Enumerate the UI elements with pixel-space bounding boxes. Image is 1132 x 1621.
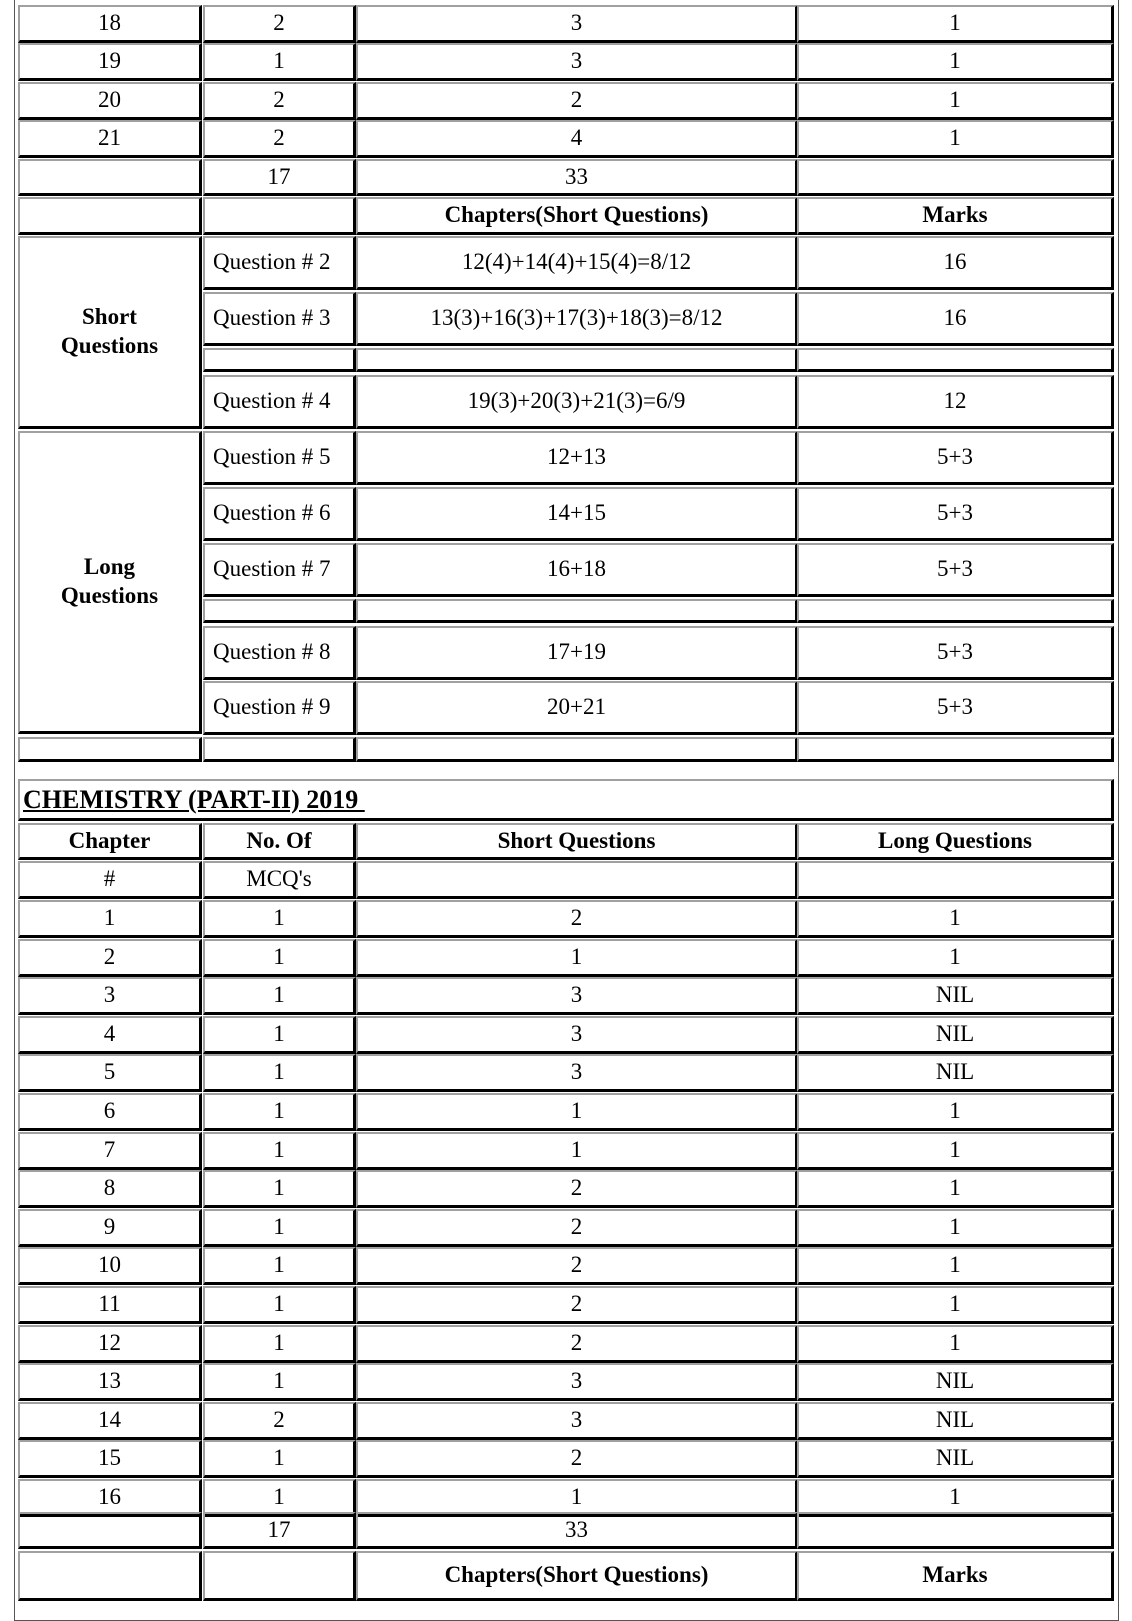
long-question-row-5-question: Question # 9 xyxy=(203,681,356,735)
short-spacer-chapters xyxy=(356,348,798,372)
chem-row-1-short: 2 xyxy=(356,900,798,938)
short-questions-label: Short Questions xyxy=(18,236,202,429)
chem-row-7-mcqs: 1 xyxy=(203,1132,356,1170)
chem-row-4-mcqs: 1 xyxy=(203,1016,356,1054)
chem-row-15-chapter: 15 xyxy=(18,1440,202,1478)
chem-row-2-long: 1 xyxy=(797,939,1114,977)
long-question-row-3-marks: 5+3 xyxy=(797,543,1114,597)
chem-row-9-chapter: 9 xyxy=(18,1209,202,1247)
chemistry-section-title xyxy=(18,779,1114,821)
chem-row-5-chapter: 5 xyxy=(18,1054,202,1092)
upper-row-1-chapter: 18 xyxy=(18,5,202,43)
chem-subheader-long xyxy=(797,861,1114,899)
chem-row-3-long: NIL xyxy=(797,977,1114,1015)
chem-row-15-mcqs: 1 xyxy=(203,1440,356,1478)
chem-row-7-chapter: 7 xyxy=(18,1132,202,1170)
long-question-row-3-question: Question # 7 xyxy=(203,543,356,597)
short-question-row-2-chapters: 13(3)+16(3)+17(3)+18(3)=8/12 xyxy=(356,292,798,346)
chem-row-8-short: 2 xyxy=(356,1170,798,1208)
chem-row-16-short: 1 xyxy=(356,1479,798,1517)
long-question-row-5-chapters: 20+21 xyxy=(356,681,798,735)
long-question-row-4-marks: 5+3 xyxy=(797,626,1114,680)
chem-row-3-mcqs: 1 xyxy=(203,977,356,1015)
chem-row-16-chapter: 16 xyxy=(18,1479,202,1517)
chem-row-8-long: 1 xyxy=(797,1170,1114,1208)
long-question-row-1-chapters: 12+13 xyxy=(356,431,798,485)
chem-row-10-chapter: 10 xyxy=(18,1247,202,1285)
chem-row-13-long: NIL xyxy=(797,1363,1114,1401)
upper-breakdown-header-empty-2 xyxy=(203,197,356,235)
chem-breakdown-header-empty-2 xyxy=(203,1551,356,1601)
chem-row-11-long: 1 xyxy=(797,1286,1114,1324)
upper-row-1-long: 1 xyxy=(797,5,1114,43)
upper-breakdown-header-marks: Marks xyxy=(797,197,1114,235)
chem-row-6-long: 1 xyxy=(797,1093,1114,1131)
chem-row-12-short: 2 xyxy=(356,1325,798,1363)
chem-row-14-mcqs: 2 xyxy=(203,1402,356,1440)
upper-row-3-short: 2 xyxy=(356,82,798,120)
chem-row-4-short: 3 xyxy=(356,1016,798,1054)
short-question-row-3-question: Question # 4 xyxy=(203,375,356,429)
long-question-row-5-marks: 5+3 xyxy=(797,681,1114,735)
chem-row-11-chapter: 11 xyxy=(18,1286,202,1324)
upper-total-long xyxy=(797,159,1114,196)
upper-breakdown-header-chapters: Chapters(Short Questions) xyxy=(356,197,798,235)
chem-row-16-long: 1 xyxy=(797,1479,1114,1517)
upper-row-2-chapter: 19 xyxy=(18,43,202,81)
chem-total-label xyxy=(18,1512,202,1549)
chem-row-8-chapter: 8 xyxy=(18,1170,202,1208)
chem-row-6-chapter: 6 xyxy=(18,1093,202,1131)
chem-row-15-long: NIL xyxy=(797,1440,1114,1478)
short-question-row-3-marks: 12 xyxy=(797,375,1114,429)
upper-row-4-mcqs: 2 xyxy=(203,120,356,158)
chem-total-mcqs: 17 xyxy=(203,1512,356,1549)
chem-row-12-mcqs: 1 xyxy=(203,1325,356,1363)
chem-row-13-short: 3 xyxy=(356,1363,798,1401)
chem-subheader-chapter: # xyxy=(18,861,202,899)
upper-total-short: 33 xyxy=(356,159,798,196)
chem-header-mcqs: No. Of xyxy=(203,823,356,860)
long-question-row-4-chapters: 17+19 xyxy=(356,626,798,680)
short-question-row-1-chapters: 12(4)+14(4)+15(4)=8/12 xyxy=(356,236,798,290)
short-spacer-marks xyxy=(797,348,1114,372)
upper-row-4-long: 1 xyxy=(797,120,1114,158)
short-question-row-2-marks: 16 xyxy=(797,292,1114,346)
chem-breakdown-header-empty-1 xyxy=(18,1551,202,1601)
chem-row-11-short: 2 xyxy=(356,1286,798,1324)
chem-breakdown-header-chapters: Chapters(Short Questions) xyxy=(356,1551,798,1601)
chem-header-long: Long Questions xyxy=(797,823,1114,860)
chem-row-1-long: 1 xyxy=(797,900,1114,938)
chem-row-6-mcqs: 1 xyxy=(203,1093,356,1131)
long-spacer-question xyxy=(203,599,356,623)
short-question-row-1-marks: 16 xyxy=(797,236,1114,290)
chem-row-3-short: 3 xyxy=(356,977,798,1015)
chem-row-2-short: 1 xyxy=(356,939,798,977)
chem-row-14-long: NIL xyxy=(797,1402,1114,1440)
upper-row-1-short: 3 xyxy=(356,5,798,43)
short-question-row-3-chapters: 19(3)+20(3)+21(3)=6/9 xyxy=(356,375,798,429)
long-question-row-1-marks: 5+3 xyxy=(797,431,1114,485)
upper-empty-row-long xyxy=(797,737,1114,762)
chem-total-short: 33 xyxy=(356,1512,798,1549)
long-question-row-2-chapters: 14+15 xyxy=(356,487,798,541)
chem-row-5-short: 3 xyxy=(356,1054,798,1092)
chem-row-13-mcqs: 1 xyxy=(203,1363,356,1401)
upper-row-3-chapter: 20 xyxy=(18,82,202,120)
chem-subheader-mcqs: MCQ's xyxy=(203,861,356,899)
upper-empty-row-chapter xyxy=(18,737,202,762)
chem-row-5-mcqs: 1 xyxy=(203,1054,356,1092)
chem-row-6-short: 1 xyxy=(356,1093,798,1131)
chem-row-14-short: 3 xyxy=(356,1402,798,1440)
chem-header-short: Short Questions xyxy=(356,823,798,860)
chem-row-9-mcqs: 1 xyxy=(203,1209,356,1247)
upper-total-label xyxy=(18,159,202,196)
chem-row-2-chapter: 2 xyxy=(18,939,202,977)
chem-header-chapter: Chapter xyxy=(18,823,202,860)
chemistry-title-text: CHEMISTRY (PART-II) 2019 xyxy=(23,784,365,814)
chem-row-15-short: 2 xyxy=(356,1440,798,1478)
upper-row-2-short: 3 xyxy=(356,43,798,81)
chem-row-8-mcqs: 1 xyxy=(203,1170,356,1208)
chem-row-16-mcqs: 1 xyxy=(203,1479,356,1517)
chem-row-13-chapter: 13 xyxy=(18,1363,202,1401)
long-question-row-2-marks: 5+3 xyxy=(797,487,1114,541)
short-question-row-2-question: Question # 3 xyxy=(203,292,356,346)
upper-row-2-long: 1 xyxy=(797,43,1114,81)
chem-row-2-mcqs: 1 xyxy=(203,939,356,977)
chem-total-long xyxy=(797,1512,1114,1549)
chem-row-4-chapter: 4 xyxy=(18,1016,202,1054)
upper-row-3-long: 1 xyxy=(797,82,1114,120)
chem-row-10-long: 1 xyxy=(797,1247,1114,1285)
upper-row-2-mcqs: 1 xyxy=(203,43,356,81)
upper-breakdown-header-empty-1 xyxy=(18,197,202,235)
chem-row-7-short: 1 xyxy=(356,1132,798,1170)
chem-row-3-chapter: 3 xyxy=(18,977,202,1015)
short-question-row-1-question: Question # 2 xyxy=(203,236,356,290)
upper-empty-row-mcqs xyxy=(203,737,356,762)
chem-row-12-long: 1 xyxy=(797,1325,1114,1363)
chem-subheader-short xyxy=(356,861,798,899)
chem-row-10-short: 2 xyxy=(356,1247,798,1285)
upper-row-1-mcqs: 2 xyxy=(203,5,356,43)
chem-row-10-mcqs: 1 xyxy=(203,1247,356,1285)
upper-empty-row-short xyxy=(356,737,798,762)
chem-row-7-long: 1 xyxy=(797,1132,1114,1170)
chem-row-9-short: 2 xyxy=(356,1209,798,1247)
chem-row-5-long: NIL xyxy=(797,1054,1114,1092)
upper-total-mcqs: 17 xyxy=(203,159,356,196)
chem-row-4-long: NIL xyxy=(797,1016,1114,1054)
chem-row-1-chapter: 1 xyxy=(18,900,202,938)
chem-row-14-chapter: 14 xyxy=(18,1402,202,1440)
chem-row-1-mcqs: 1 xyxy=(203,900,356,938)
long-spacer-marks xyxy=(797,599,1114,623)
chem-breakdown-header-marks: Marks xyxy=(797,1551,1114,1601)
long-question-row-1-question: Question # 5 xyxy=(203,431,356,485)
chem-row-11-mcqs: 1 xyxy=(203,1286,356,1324)
short-spacer-question xyxy=(203,348,356,372)
long-questions-label: Long Questions xyxy=(18,431,202,734)
chem-row-9-long: 1 xyxy=(797,1209,1114,1247)
upper-row-3-mcqs: 2 xyxy=(203,82,356,120)
long-question-row-3-chapters: 16+18 xyxy=(356,543,798,597)
long-question-row-4-question: Question # 8 xyxy=(203,626,356,680)
long-spacer-chapters xyxy=(356,599,798,623)
upper-row-4-chapter: 21 xyxy=(18,120,202,158)
long-question-row-2-question: Question # 6 xyxy=(203,487,356,541)
chem-row-12-chapter: 12 xyxy=(18,1325,202,1363)
upper-row-4-short: 4 xyxy=(356,120,798,158)
